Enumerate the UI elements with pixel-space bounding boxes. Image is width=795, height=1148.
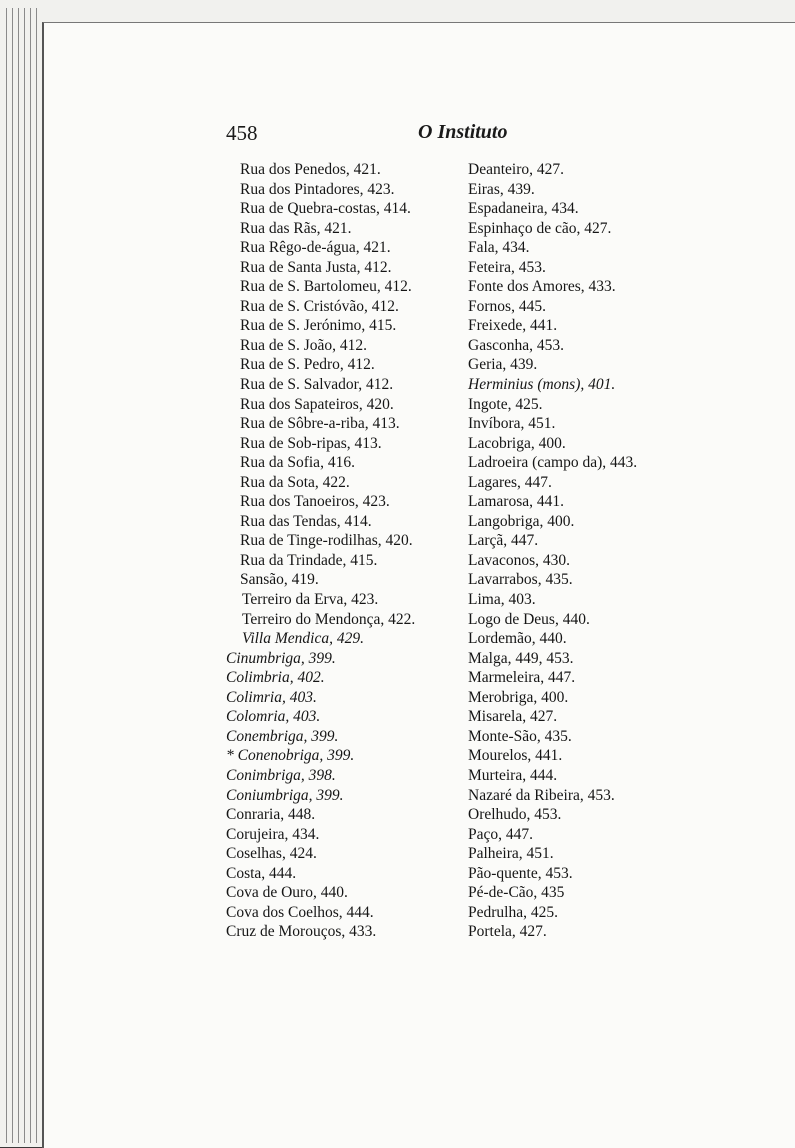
index-entry: Lima, 403. <box>468 591 536 609</box>
index-entry: Rua da Trindade, 415. <box>240 551 378 569</box>
index-column-right <box>468 160 688 942</box>
index-entry: Malga, 449, 453. <box>468 649 574 667</box>
index-entry: Lagares, 447. <box>468 473 552 491</box>
index-entry: Lavarrabos, 435. <box>468 571 573 589</box>
index-entry: Rua dos Penedos, 421. <box>240 161 381 178</box>
index-entry: Rua de Sob-ripas, 413. <box>240 434 382 452</box>
index-entry: Cova dos Coelhos, 444. <box>226 903 374 921</box>
index-entry: Rua de Sôbre-a-riba, 413. <box>240 415 400 433</box>
page-header <box>226 121 566 151</box>
index-entry: Logo de Deus, 440. <box>468 610 590 628</box>
index-entry: Fornos, 445. <box>468 297 546 315</box>
index-entry: Colimria, 403. <box>226 688 317 706</box>
page-edge <box>18 8 19 1143</box>
index-entry: Ladroeira (campo da), 443. <box>468 454 638 472</box>
index-entry: Rua de S. Salvador, 412. <box>240 376 394 394</box>
index-entry: Lavaconos, 430. <box>468 551 571 569</box>
index-entry: Rua Rêgo-de-água, 421. <box>240 239 391 257</box>
index-entry: * Conenobriga, 399. <box>226 747 355 765</box>
index-entry: Geria, 439. <box>468 356 538 374</box>
index-entry: Pão-quente, 453. <box>468 864 573 882</box>
index-entry: Lacobriga, 400. <box>468 434 566 452</box>
page-edge <box>24 8 25 1143</box>
index-entry: Espadaneira, 434. <box>468 200 579 218</box>
index-entry: Misarela, 427. <box>468 708 558 726</box>
index-entry: Rua da Sofia, 416. <box>240 454 355 472</box>
index-entry: Rua de Quebra-costas, 414. <box>240 200 411 218</box>
index-entry: Coselhas, 424. <box>226 845 317 863</box>
index-entry: Villa Mendica, 429. <box>242 630 364 648</box>
index-entry: Rua das Rãs, 421. <box>240 219 352 237</box>
index-entry: Rua da Sota, 422. <box>240 473 350 491</box>
index-entry: Conimbriga, 398. <box>226 766 336 784</box>
index-entry: Larçã, 447. <box>468 532 539 550</box>
page-edge <box>6 8 7 1143</box>
index-entry: Colomria, 403. <box>226 708 321 726</box>
index-entry: Rua de Tinge-rodilhas, 420. <box>240 532 413 550</box>
index-entry: Portela, 427. <box>468 923 547 941</box>
index-entry: Lamarosa, 441. <box>468 493 564 511</box>
index-entry: Invíbora, 451. <box>468 415 556 433</box>
index-entry: Espinhaço de cão, 427. <box>468 219 612 237</box>
index-entry: Fonte dos Amores, 433. <box>468 278 616 296</box>
index-entry: Paço, 447. <box>468 825 534 843</box>
index-entry: Cova de Ouro, 440. <box>226 884 348 902</box>
index-entry: Rua de Santa Justa, 412. <box>240 258 392 276</box>
page-edge <box>12 8 13 1143</box>
index-entry: Coniumbriga, 399. <box>226 786 344 804</box>
index-entry: Cruz de Morouços, 433. <box>226 923 377 941</box>
running-title: O Instituto <box>418 121 508 143</box>
index-entry: Orelhudo, 453. <box>468 806 562 824</box>
page-number: 458 <box>226 121 258 145</box>
index-entry: Rua das Tendas, 414. <box>240 512 372 530</box>
index-entry: Ingote, 425. <box>468 395 543 413</box>
index-entry: Corujeira, 434. <box>226 825 320 843</box>
index-entry: Costa, 444. <box>226 864 297 882</box>
index-entry: Conembriga, 399. <box>226 727 339 745</box>
index-entry: Rua de S. Pedro, 412. <box>240 356 375 374</box>
index-entry: Rua de S. João, 412. <box>240 336 368 354</box>
index-entry: Pedrulha, 425. <box>468 903 558 921</box>
index-entry: Terreiro do Mendonça, 422. <box>242 610 416 628</box>
index-entry: Rua dos Pintadores, 423. <box>240 180 395 198</box>
index-entry: Fala, 434. <box>468 239 530 257</box>
page-edge <box>30 8 31 1143</box>
index-entry: Pé-de-Cão, 435 <box>468 884 565 902</box>
index-entry: Conraria, 448. <box>226 806 316 824</box>
index-entry: Terreiro da Erva, 423. <box>242 591 379 609</box>
index-entry: Herminius (mons), 401. <box>468 376 616 394</box>
index-entry: Lordemão, 440. <box>468 630 567 648</box>
index-column-left <box>226 160 456 942</box>
index-entry: Cinumbriga, 399. <box>226 649 336 667</box>
index-entry: Deanteiro, 427. <box>468 161 564 178</box>
index-entry: Rua dos Sapateiros, 420. <box>240 395 394 413</box>
index-entry: Murteira, 444. <box>468 766 558 784</box>
index-entry: Eiras, 439. <box>468 180 535 198</box>
index-entry: Rua de S. Cristóvão, 412. <box>240 297 399 315</box>
index-entry: Rua de S. Bartolomeu, 412. <box>240 278 412 296</box>
page-edge <box>36 8 37 1143</box>
index-entry: Rua de S. Jerónimo, 415. <box>240 317 397 335</box>
index-entry: Freixede, 441. <box>468 317 558 335</box>
index-entry: Sansão, 419. <box>240 571 319 589</box>
index-entry: Langobriga, 400. <box>468 512 575 530</box>
index-entry: Rua dos Tanoeiros, 423. <box>240 493 390 511</box>
index-entry: Gasconha, 453. <box>468 336 564 354</box>
index-entry: Feteira, 453. <box>468 258 546 276</box>
index-entry: Mourelos, 441. <box>468 747 563 765</box>
index-entry: Palheira, 451. <box>468 845 554 863</box>
index-entry: Colimbria, 402. <box>226 669 325 687</box>
index-entry: Nazaré da Ribeira, 453. <box>468 786 615 804</box>
index-entry: Merobriga, 400. <box>468 688 569 706</box>
index-entry: Marmeleira, 447. <box>468 669 576 687</box>
index-entry: Monte-São, 435. <box>468 727 572 745</box>
